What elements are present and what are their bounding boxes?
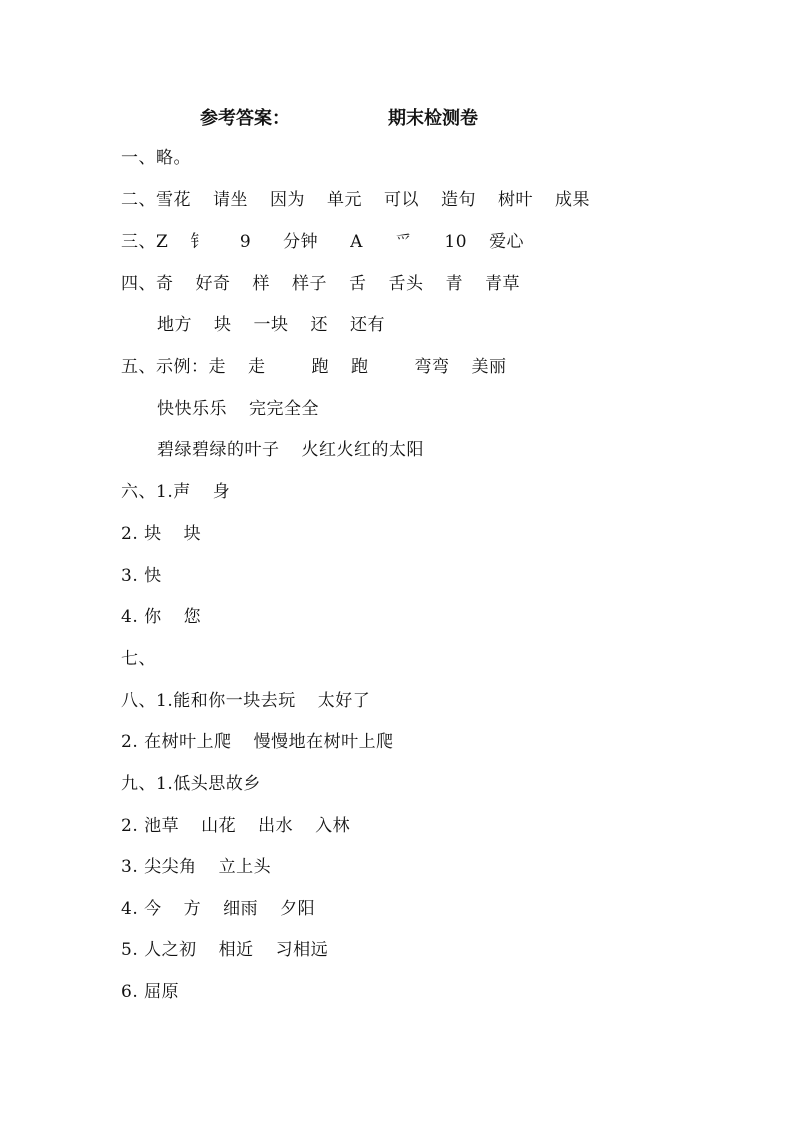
answer-line-9 — [121, 772, 261, 796]
answer-item: 一块 — [253, 315, 289, 335]
answer-item: 1.声 — [156, 482, 191, 502]
answer-line-6 — [121, 480, 230, 504]
answer-item: 走 — [248, 357, 266, 377]
answer-text: 一、略。 — [121, 148, 191, 168]
answer-item: 1.能和你一块去玩 — [156, 691, 296, 711]
answer-prefix: 四、 — [121, 274, 156, 294]
answer-item: 造句 — [441, 190, 476, 210]
answer-prefix: 六、 — [121, 482, 156, 502]
answer-item: 因为 — [270, 190, 305, 210]
answer-prefix: 二、 — [121, 190, 156, 210]
answer-line-5c — [157, 438, 424, 462]
answer-line-4 — [121, 272, 520, 296]
answer-line-9-4 — [121, 897, 315, 921]
answer-item: 身 — [212, 482, 231, 502]
answer-item: 样子 — [292, 274, 327, 294]
answer-item: 4. 你 — [121, 607, 162, 627]
answer-item: 请坐 — [213, 190, 248, 210]
answer-item: 钅 — [190, 232, 208, 252]
answer-item: 6. 屈原 — [121, 982, 180, 1002]
answer-line-4b — [157, 313, 385, 337]
title-row — [0, 104, 793, 130]
answer-item: 成果 — [555, 190, 590, 210]
answer-item: 样 — [252, 274, 270, 294]
answer-prefix: 八、 — [121, 691, 156, 711]
answer-line-3 — [121, 230, 524, 254]
answer-item: 3. 快 — [121, 566, 162, 586]
exam-title: 期末检测卷 — [388, 108, 478, 129]
answer-item: 舌 — [349, 274, 367, 294]
answer-item: Z — [156, 232, 169, 252]
answer-item: 美丽 — [471, 357, 507, 377]
answer-item: 火红火红的太阳 — [301, 440, 424, 460]
answer-item: 10 — [444, 232, 468, 252]
answer-line-6-3 — [121, 564, 162, 588]
answer-line-6-2 — [121, 522, 201, 546]
answer-item: 可以 — [384, 190, 419, 210]
answer-line-9-2 — [121, 814, 350, 838]
answer-line-5b — [157, 397, 319, 421]
answer-item: 快快乐乐 — [157, 399, 227, 419]
answer-prefix: 五、示例： — [121, 357, 209, 377]
answer-item: 奇 — [156, 274, 174, 294]
answer-item: 9 — [239, 232, 252, 252]
answer-item: 慢慢地在树叶上爬 — [253, 732, 394, 752]
answer-item: 好奇 — [195, 274, 231, 294]
answer-line-7 — [121, 647, 156, 671]
answer-item: 雪花 — [156, 190, 191, 210]
answer-line-8 — [121, 689, 370, 713]
answer-item: 2. 在树叶上爬 — [121, 732, 232, 752]
answer-item: 块 — [214, 315, 232, 335]
answer-line-6-4 — [121, 605, 201, 629]
answer-line-2 — [121, 188, 590, 212]
answer-item: 跑 — [311, 357, 329, 377]
answer-item: 方 — [183, 899, 202, 919]
answer-item: 2. 块 — [121, 524, 162, 544]
answer-line-8-2 — [121, 730, 394, 754]
answer-item: 立上头 — [218, 857, 272, 877]
answer-item: 您 — [183, 607, 202, 627]
answer-item: 3. 尖尖角 — [121, 857, 197, 877]
answer-item: 山花 — [201, 816, 237, 836]
answer-line-9-3 — [121, 855, 271, 879]
answer-item: 2. 池草 — [121, 816, 180, 836]
answer-item: 1.低头思故乡 — [156, 774, 261, 794]
answer-item: 出水 — [258, 816, 294, 836]
answer-item: 相近 — [218, 940, 254, 960]
answer-item: 地方 — [157, 315, 192, 335]
answer-item: 入林 — [315, 816, 351, 836]
answer-item: 单元 — [327, 190, 362, 210]
answer-item: 4. 今 — [121, 899, 162, 919]
answer-item: 青 — [445, 274, 463, 294]
answer-item: 走 — [208, 357, 226, 377]
answer-item: 还 — [310, 315, 328, 335]
answer-item: 树叶 — [498, 190, 533, 210]
answer-item: 跑 — [351, 357, 369, 377]
answer-line-1 — [121, 146, 191, 170]
answer-item: 5. 人之初 — [121, 940, 197, 960]
answer-item: 完完全全 — [249, 399, 319, 419]
answer-line-5 — [121, 355, 507, 379]
answer-item: 碧绿碧绿的叶子 — [157, 440, 280, 460]
answer-prefix: 九、 — [121, 774, 156, 794]
answer-item: 还有 — [350, 315, 385, 335]
answer-item: A — [350, 232, 363, 252]
answer-item: 夕阳 — [280, 899, 316, 919]
answer-item: 爫 — [394, 232, 413, 252]
answer-text: 七、 — [121, 649, 156, 669]
answer-item: 习相远 — [275, 940, 329, 960]
answer-item: 青草 — [485, 274, 520, 294]
answer-item: 分钟 — [283, 232, 319, 252]
answer-item: 舌头 — [388, 274, 424, 294]
answer-label: 参考答案： — [200, 108, 290, 129]
answer-item: 爱心 — [489, 232, 525, 252]
answer-item: 块 — [183, 524, 202, 544]
answer-line-9-6 — [121, 980, 179, 1004]
answer-prefix: 三、 — [121, 232, 156, 252]
answer-line-9-5 — [121, 938, 328, 962]
answer-item: 太好了 — [317, 691, 371, 711]
answer-item: 弯弯 — [414, 357, 450, 377]
answer-item: 细雨 — [223, 899, 259, 919]
